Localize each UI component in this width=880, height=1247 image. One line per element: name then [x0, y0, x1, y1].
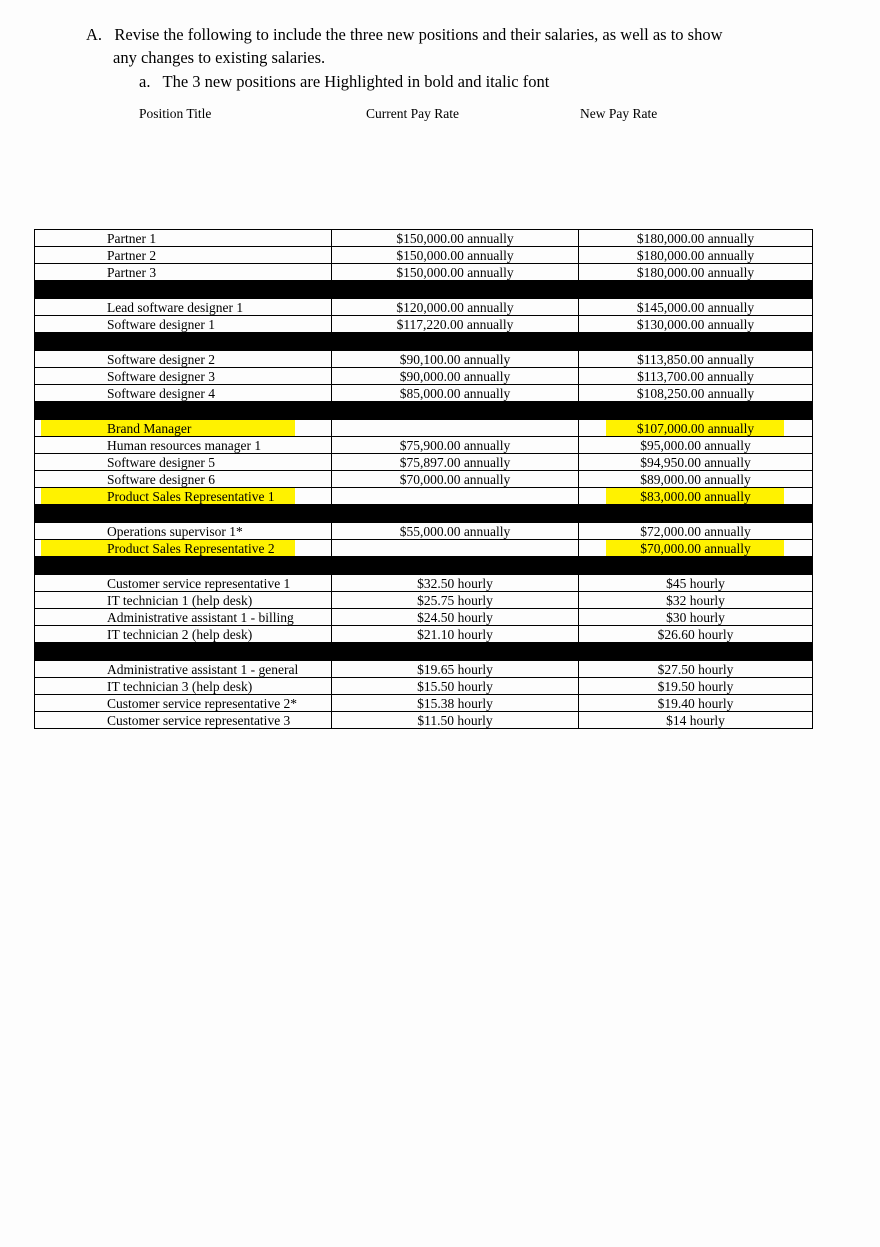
- position-title-cell: Operations supervisor 1*: [35, 523, 332, 540]
- separator-cell: [332, 557, 579, 575]
- table-row: [35, 661, 813, 678]
- current-pay-cell: $90,000.00 annually: [332, 368, 579, 385]
- table-row: [35, 695, 813, 712]
- new-pay-cell: $107,000.00 annually: [579, 420, 813, 437]
- new-pay-cell: $19.40 hourly: [579, 695, 813, 712]
- position-title-cell: Administrative assistant 1 - general: [35, 661, 332, 678]
- position-title-cell: Lead software designer 1: [35, 299, 332, 316]
- current-pay-cell: $25.75 hourly: [332, 592, 579, 609]
- table-row-new-position: [35, 420, 813, 437]
- current-pay-cell: [332, 488, 579, 505]
- new-pay-cell: $145,000.00 annually: [579, 299, 813, 316]
- table-row: [35, 575, 813, 592]
- current-pay-cell: $150,000.00 annually: [332, 247, 579, 264]
- separator-cell: [332, 281, 579, 299]
- separator-cell: [332, 333, 579, 351]
- table-row: [35, 523, 813, 540]
- table-row: [35, 230, 813, 247]
- position-title-cell: IT technician 3 (help desk): [35, 678, 332, 695]
- new-pay-cell: $89,000.00 annually: [579, 471, 813, 488]
- new-pay-cell: $180,000.00 annually: [579, 264, 813, 281]
- table-row: [35, 592, 813, 609]
- position-title-cell: Human resources manager 1: [35, 437, 332, 454]
- new-pay-cell: $30 hourly: [579, 609, 813, 626]
- current-pay-cell: $85,000.00 annually: [332, 385, 579, 402]
- table-row: [35, 454, 813, 471]
- current-pay-cell: $120,000.00 annually: [332, 299, 579, 316]
- table-row: [35, 678, 813, 695]
- new-pay-cell: $83,000.00 annually: [579, 488, 813, 505]
- header-current-pay-rate: Current Pay Rate: [366, 106, 459, 121]
- separator-cell: [579, 402, 813, 420]
- instruction-a-text-1: Revise the following to include the three new positions and their salaries, as well as to show: [114, 25, 723, 44]
- group-separator: [35, 557, 813, 575]
- position-title-cell: Software designer 2: [35, 351, 332, 368]
- new-pay-cell: $70,000.00 annually: [579, 540, 813, 557]
- new-pay-cell: $130,000.00 annually: [579, 316, 813, 333]
- new-pay-cell: $45 hourly: [579, 575, 813, 592]
- new-pay-cell: $94,950.00 annually: [579, 454, 813, 471]
- group-separator: [35, 333, 813, 351]
- position-title-cell: IT technician 1 (help desk): [35, 592, 332, 609]
- group-separator: [35, 505, 813, 523]
- new-pay-cell: $113,850.00 annually: [579, 351, 813, 368]
- table-row: [35, 712, 813, 729]
- separator-cell: [35, 333, 332, 351]
- separator-cell: [579, 281, 813, 299]
- table-row: [35, 247, 813, 264]
- new-pay-cell: $32 hourly: [579, 592, 813, 609]
- table-row: [35, 609, 813, 626]
- table-row: [35, 368, 813, 385]
- table-row: [35, 316, 813, 333]
- new-pay-cell: $19.50 hourly: [579, 678, 813, 695]
- table-row: [35, 437, 813, 454]
- separator-cell: [332, 402, 579, 420]
- header-position-title: Position Title: [139, 106, 212, 121]
- separator-cell: [35, 557, 332, 575]
- new-pay-cell: $180,000.00 annually: [579, 230, 813, 247]
- separator-cell: [35, 281, 332, 299]
- pay-rate-table: [34, 229, 813, 729]
- new-pay-cell: $108,250.00 annually: [579, 385, 813, 402]
- table-row: [35, 351, 813, 368]
- current-pay-cell: $19.65 hourly: [332, 661, 579, 678]
- position-title-cell: Software designer 4: [35, 385, 332, 402]
- separator-cell: [332, 643, 579, 661]
- current-pay-cell: $11.50 hourly: [332, 712, 579, 729]
- position-title-cell: Partner 1: [35, 230, 332, 247]
- position-title-cell: Brand Manager: [35, 420, 332, 437]
- group-separator: [35, 643, 813, 661]
- separator-cell: [579, 333, 813, 351]
- position-title-cell: Software designer 5: [35, 454, 332, 471]
- current-pay-cell: $21.10 hourly: [332, 626, 579, 643]
- new-pay-cell: $95,000.00 annually: [579, 437, 813, 454]
- table-row: [35, 264, 813, 281]
- current-pay-cell: $15.50 hourly: [332, 678, 579, 695]
- new-pay-cell: $27.50 hourly: [579, 661, 813, 678]
- new-pay-cell: $180,000.00 annually: [579, 247, 813, 264]
- instruction-a-sub-marker: a.: [139, 72, 151, 91]
- current-pay-cell: [332, 420, 579, 437]
- instruction-a-sub: [139, 72, 549, 92]
- position-title-cell: Software designer 3: [35, 368, 332, 385]
- table-row: [35, 299, 813, 316]
- instruction-a-text-2: any changes to existing salaries.: [113, 48, 326, 67]
- current-pay-cell: $150,000.00 annually: [332, 264, 579, 281]
- separator-cell: [579, 505, 813, 523]
- current-pay-cell: $24.50 hourly: [332, 609, 579, 626]
- separator-cell: [579, 557, 813, 575]
- separator-cell: [579, 643, 813, 661]
- table-row: [35, 471, 813, 488]
- group-separator: [35, 402, 813, 420]
- position-title-cell: Partner 2: [35, 247, 332, 264]
- new-pay-cell: $14 hourly: [579, 712, 813, 729]
- position-title-cell: Customer service representative 3: [35, 712, 332, 729]
- new-pay-cell: $113,700.00 annually: [579, 368, 813, 385]
- current-pay-cell: $117,220.00 annually: [332, 316, 579, 333]
- position-title-cell: Product Sales Representative 1: [35, 488, 332, 505]
- separator-cell: [35, 402, 332, 420]
- table-row-new-position: [35, 488, 813, 505]
- position-title-cell: Administrative assistant 1 - billing: [35, 609, 332, 626]
- current-pay-cell: $150,000.00 annually: [332, 230, 579, 247]
- current-pay-cell: $75,897.00 annually: [332, 454, 579, 471]
- group-separator: [35, 281, 813, 299]
- table-row-new-position: [35, 540, 813, 557]
- current-pay-cell: $75,900.00 annually: [332, 437, 579, 454]
- instruction-a-marker: A.: [86, 25, 103, 44]
- position-title-cell: Software designer 1: [35, 316, 332, 333]
- separator-cell: [332, 505, 579, 523]
- position-title-cell: Customer service representative 2*: [35, 695, 332, 712]
- table-row: [35, 626, 813, 643]
- current-pay-cell: $55,000.00 annually: [332, 523, 579, 540]
- new-pay-cell: $26.60 hourly: [579, 626, 813, 643]
- current-pay-cell: $90,100.00 annually: [332, 351, 579, 368]
- current-pay-cell: $32.50 hourly: [332, 575, 579, 592]
- separator-cell: [35, 505, 332, 523]
- instruction-a: [86, 25, 723, 45]
- header-new-pay-rate: New Pay Rate: [580, 106, 658, 121]
- position-title-cell: Partner 3: [35, 264, 332, 281]
- instruction-a-continued: [113, 48, 325, 68]
- instruction-a-sub-text: The 3 new positions are Highlighted in bold and italic font: [162, 72, 550, 91]
- new-pay-cell: $72,000.00 annually: [579, 523, 813, 540]
- position-title-cell: Product Sales Representative 2: [35, 540, 332, 557]
- position-title-cell: Customer service representative 1: [35, 575, 332, 592]
- position-title-cell: IT technician 2 (help desk): [35, 626, 332, 643]
- current-pay-cell: [332, 540, 579, 557]
- table-row: [35, 385, 813, 402]
- separator-cell: [35, 643, 332, 661]
- current-pay-cell: $15.38 hourly: [332, 695, 579, 712]
- current-pay-cell: $70,000.00 annually: [332, 471, 579, 488]
- position-title-cell: Software designer 6: [35, 471, 332, 488]
